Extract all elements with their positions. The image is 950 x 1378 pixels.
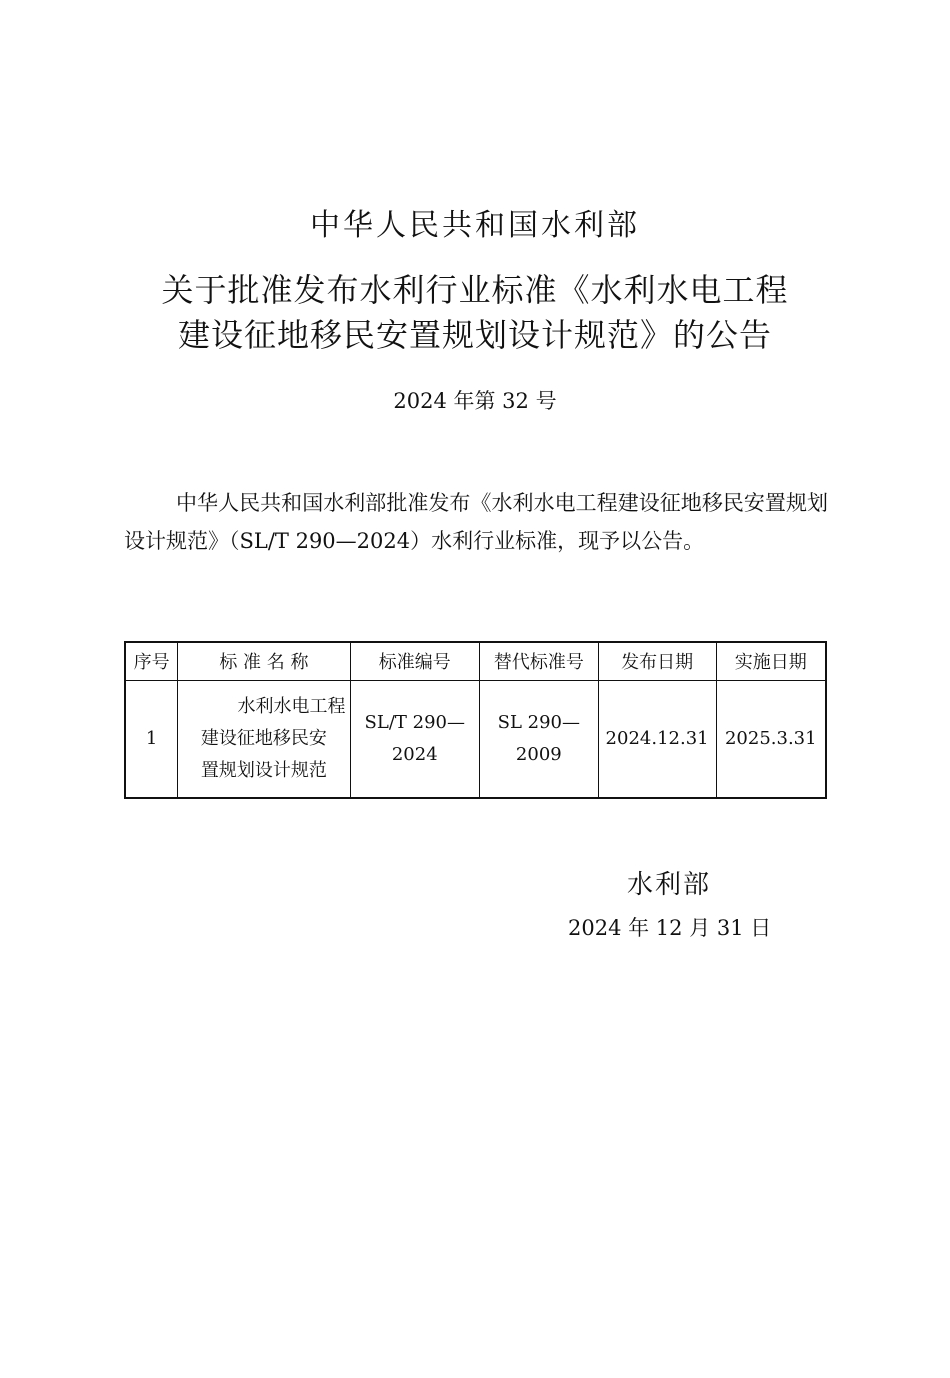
header-standard-name: 标 准 名 称 <box>178 642 350 680</box>
table-row <box>125 680 826 798</box>
announcement-title <box>0 268 950 358</box>
organization-title: 中华人民共和国水利部 <box>310 208 640 243</box>
announcement-body: 中华人民共和国水利部批准发布《水利水电工程建设征地移民安置规划设计规范》（SL/T 290—2024）水利行业标准，现予以公告。 <box>124 491 828 553</box>
header-index: 序号 <box>125 642 178 680</box>
standard-name-line: 水利水电工程 <box>237 695 346 717</box>
header-effective-date: 实施日期 <box>716 642 826 680</box>
standard-code-line: 2024 <box>391 743 438 765</box>
announcement-number: 2024 年第 32 号 <box>393 389 557 413</box>
cell-index: 1 <box>125 680 178 798</box>
signing-date: 2024 年 12 月 31 日 <box>568 916 772 940</box>
standard-name-line: 建设征地移民安 <box>200 727 327 749</box>
header-publish-date: 发布日期 <box>598 642 716 680</box>
table-header-row <box>125 642 826 680</box>
cell-publish-date: 2024.12.31 <box>598 680 716 798</box>
cell-effective-date: 2025.3.31 <box>716 680 826 798</box>
header-replaced-code: 替代标准号 <box>480 642 599 680</box>
replaced-code-line: 2009 <box>515 743 562 765</box>
standard-name-line: 置规划设计规范 <box>200 759 327 781</box>
cell-standard-name <box>178 680 350 798</box>
replaced-code-line: SL 290— <box>497 711 581 733</box>
cell-replaced-code <box>480 680 599 798</box>
standard-code-line: SL/T 290— <box>364 711 465 733</box>
cell-standard-code <box>350 680 480 798</box>
announcement-title-line-2: 建设征地移民安置规划设计规范》的公告 <box>177 316 772 354</box>
signer: 水利部 <box>627 870 712 900</box>
standards-table <box>124 641 827 799</box>
header-standard-code: 标准编号 <box>350 642 480 680</box>
announcement-title-line-1: 关于批准发布水利行业标准《水利水电工程 <box>161 271 789 309</box>
